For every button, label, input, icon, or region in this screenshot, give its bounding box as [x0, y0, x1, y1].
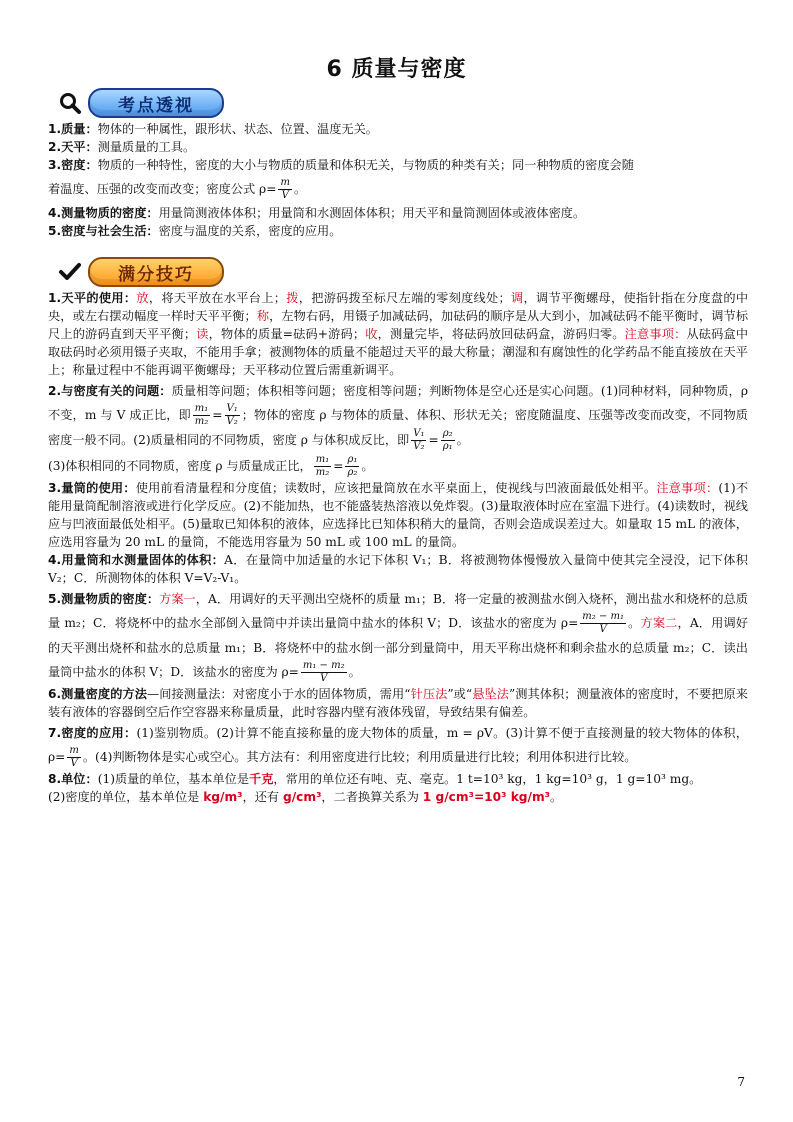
density-formula: $\frac{m}{V}$ [280, 177, 290, 201]
section-banner-manfen [56, 257, 224, 287]
search-icon [56, 89, 84, 117]
tip-3-cylinder: 3.量筒的使用：使用前看清量程和分度值；读数时，应该把量筒放在水平桌面上，使视线与凹液面最低处相平。注意事项：(1)不能用量筒配制溶液或进行化学反应。(2)不能加热，也不能盛装热溶液以免炸裂。(3)量取液体时应在室温下进行。(4)读数时，视线应与凹液面最低处相平。(5)量取已知体积的液体，应选择比已知体积稍大的量筒，否则会造成误差过大。如量取 15 mL 的液体，应选用容量为 20 mL 的量筒，不能选用容量为 50 mL 或 100 mL 的量筒。 [48, 481, 749, 549]
point-1: 1.质量：物体的一种属性，跟形状、状态、位置、温度无关。 [48, 122, 378, 136]
page-title: 6 质量与密度 [326, 57, 467, 82]
tip-8-units: 8.单位：(1)质量的单位，基本单位是千克，常用的单位还有吨、克、毫克。1 t=10³ kg，1 kg=10³ g，1 g=10³ mg。 [48, 772, 702, 786]
tip-2-cont: (3)体积相同的不同物质，密度 ρ 与质量成正比， $\frac{\text{m₁}}{\text{m₂}}$ = $\frac{\text{ρ₁}}{\text{ρ₂}}$ 。 [48, 454, 374, 478]
point-5: 5.密度与社会生活：密度与温度的关系，密度的应用。 [48, 224, 342, 238]
section-banner-label: 满分技巧 [88, 257, 224, 287]
section-manfen-body [48, 289, 748, 806]
point-3: 3.密度：物质的一种特性，密度的大小与物质的质量和体积无关，与物质的种类有关；同一种物质的密度会随 [48, 158, 634, 172]
tip-7-application: 7.密度的应用：(1)鉴别物质。(2)计算不能直接称量的庞大物体的质量，m = ρV。(3)计算不便于直接测量的较大物体的体积，ρ= $\frac{m}{V}$ 。(4)判断物体是实心或空心。其方法有：利用密度进行比较；利用质量进行比较；利用体积进行比较。 [48, 726, 748, 769]
tip-6-method: 6.测量密度的方法—间接测量法：对密度小于水的固体物质，需用“针压法”或“悬坠法”测其体积；测量液体的密度时，不要把原来装有液体的容器倒空后作空容器来称量质量，此时容器内壁有液体残留，导致结果有偏差。 [48, 687, 748, 719]
fraction: $\frac{\text{m₁}}{\text{m₂}}$ [194, 403, 209, 427]
page-number: 7 [737, 1075, 745, 1089]
fraction: $\frac{\text{V₁}}{\text{V₂}}$ [226, 403, 238, 427]
point-3-cont: 着温度、压强的改变而改变；密度公式 ρ= $\frac{m}{V}$ 。 [48, 177, 307, 201]
fraction: $\frac{\text{V₁}}{\text{V₂}}$ [413, 428, 425, 452]
point-2: 2.天平：测量质量的工具。 [48, 140, 196, 154]
fraction: $\frac{\text{ρ₁}}{\text{ρ₂}}$ [347, 454, 358, 478]
fraction: $\frac{\text{m₁}}{\text{m₂}}$ [315, 454, 330, 478]
fraction: $\frac{m}{V}$ [69, 745, 79, 769]
fraction: $\frac{\text{m₁ − m₂}}{V}$ [302, 660, 345, 684]
checkmark-icon [56, 258, 84, 286]
tip-1-balance: 1.天平的使用：放，将天平放在水平台上；拨，把游码拨至标尺左端的零刻度线处；调，调节平衡螺母，使指针指在分度盘的中央，或左右摆动幅度一样时天平平衡；称，左物右码，用镊子加减砝码，加砝码的顺序是从大到小，加减砝码不能平衡时，调节标尺上的游码直到天平平衡；读，物体的质量=砝码+游码；收，测量完毕，将砝码放回砝码盒，游码归零。注意事项：从砝码盒中取砝码时必须用镊子夹取，不能用手拿；被测物体的质量不能超过天平的最大称量；潮湿和有腐蚀性的化学药品不能直接放在天平上；称量过程中不能再调平衡螺母；天平移动位置后需重新调平。 [48, 291, 749, 377]
tip-2-density-problems: 2.与密度有关的问题：质量相等问题；体积相等问题；密度相等问题；判断物体是空心还是实心问题。(1)同种材料，同种物质，ρ 不变，m 与 V 成正比，即 $\frac{\text{m₁}}{\text{m₂}}$ = $\frac{\text{V₁}}{\text{V₂}}$ ；物体的密度 ρ 与物体的质量、体积、形状无关；密度随温度、压强等改变而改变，不同物质密度一般不同。(2)质量相同的不同物质，密度 ρ 与体积成反比，即 $\frac{\text{V₁}}{\text{V₂}}$ = $\frac{\text{ρ₂}}{\text{ρ₁}}$ 。 [48, 384, 748, 452]
section-banner-label: 考点透视 [88, 88, 224, 118]
tip-8-cont: (2)密度的单位，基本单位是 kg/m³，还有 g/cm³，二者换算关系为 1 g/cm³=10³ kg/m³。 [48, 790, 563, 804]
point-4: 4.测量物质的密度：用量筒测液体体积；用量筒和水测固体体积；用天平和量筒测固体或液体密度。 [48, 206, 586, 220]
fraction: $\frac{\text{ρ₂}}{\text{ρ₁}}$ [442, 428, 453, 452]
section-banner-kaodian [56, 88, 224, 118]
tip-4-solid-volume: 4.用量筒和水测量固体的体积：A．在量筒中加适量的水记下体积 V₁；B．将被测物体慢慢放入量筒中使其完全浸没，记下体积 V₂；C．所测物体的体积 V=V₂-V₁。 [48, 553, 748, 585]
fraction: $\frac{\text{m₂ − m₁}}{V}$ [582, 611, 624, 635]
tip-5-measure-density: 5.测量物质的密度：方案一，A．用调好的天平测出空烧杯的质量 m₁；B．将一定量的被测盐水倒入烧杯，测出盐水和烧杯的总质量 m₂；C．将烧杯中的盐水全部倒入量筒中并读出量筒中盐水的体积 V；D．该盐水的密度为 ρ= $\frac{\text{m₂ − m₁}}{V}$ 。方案二，A．用调好的天平测出烧杯和盐水的总质量 m₁；B．将烧杯中的盐水倒一部分到量筒中，用天平称出烧杯和剩余盐水的总质量 m₂；C．读出量筒中盐水的体积 V；D．该盐水的密度为 ρ= $\frac{\text{m₁ − m₂}}{V}$ 。 [48, 592, 749, 684]
section-kaodian-body [48, 120, 748, 240]
